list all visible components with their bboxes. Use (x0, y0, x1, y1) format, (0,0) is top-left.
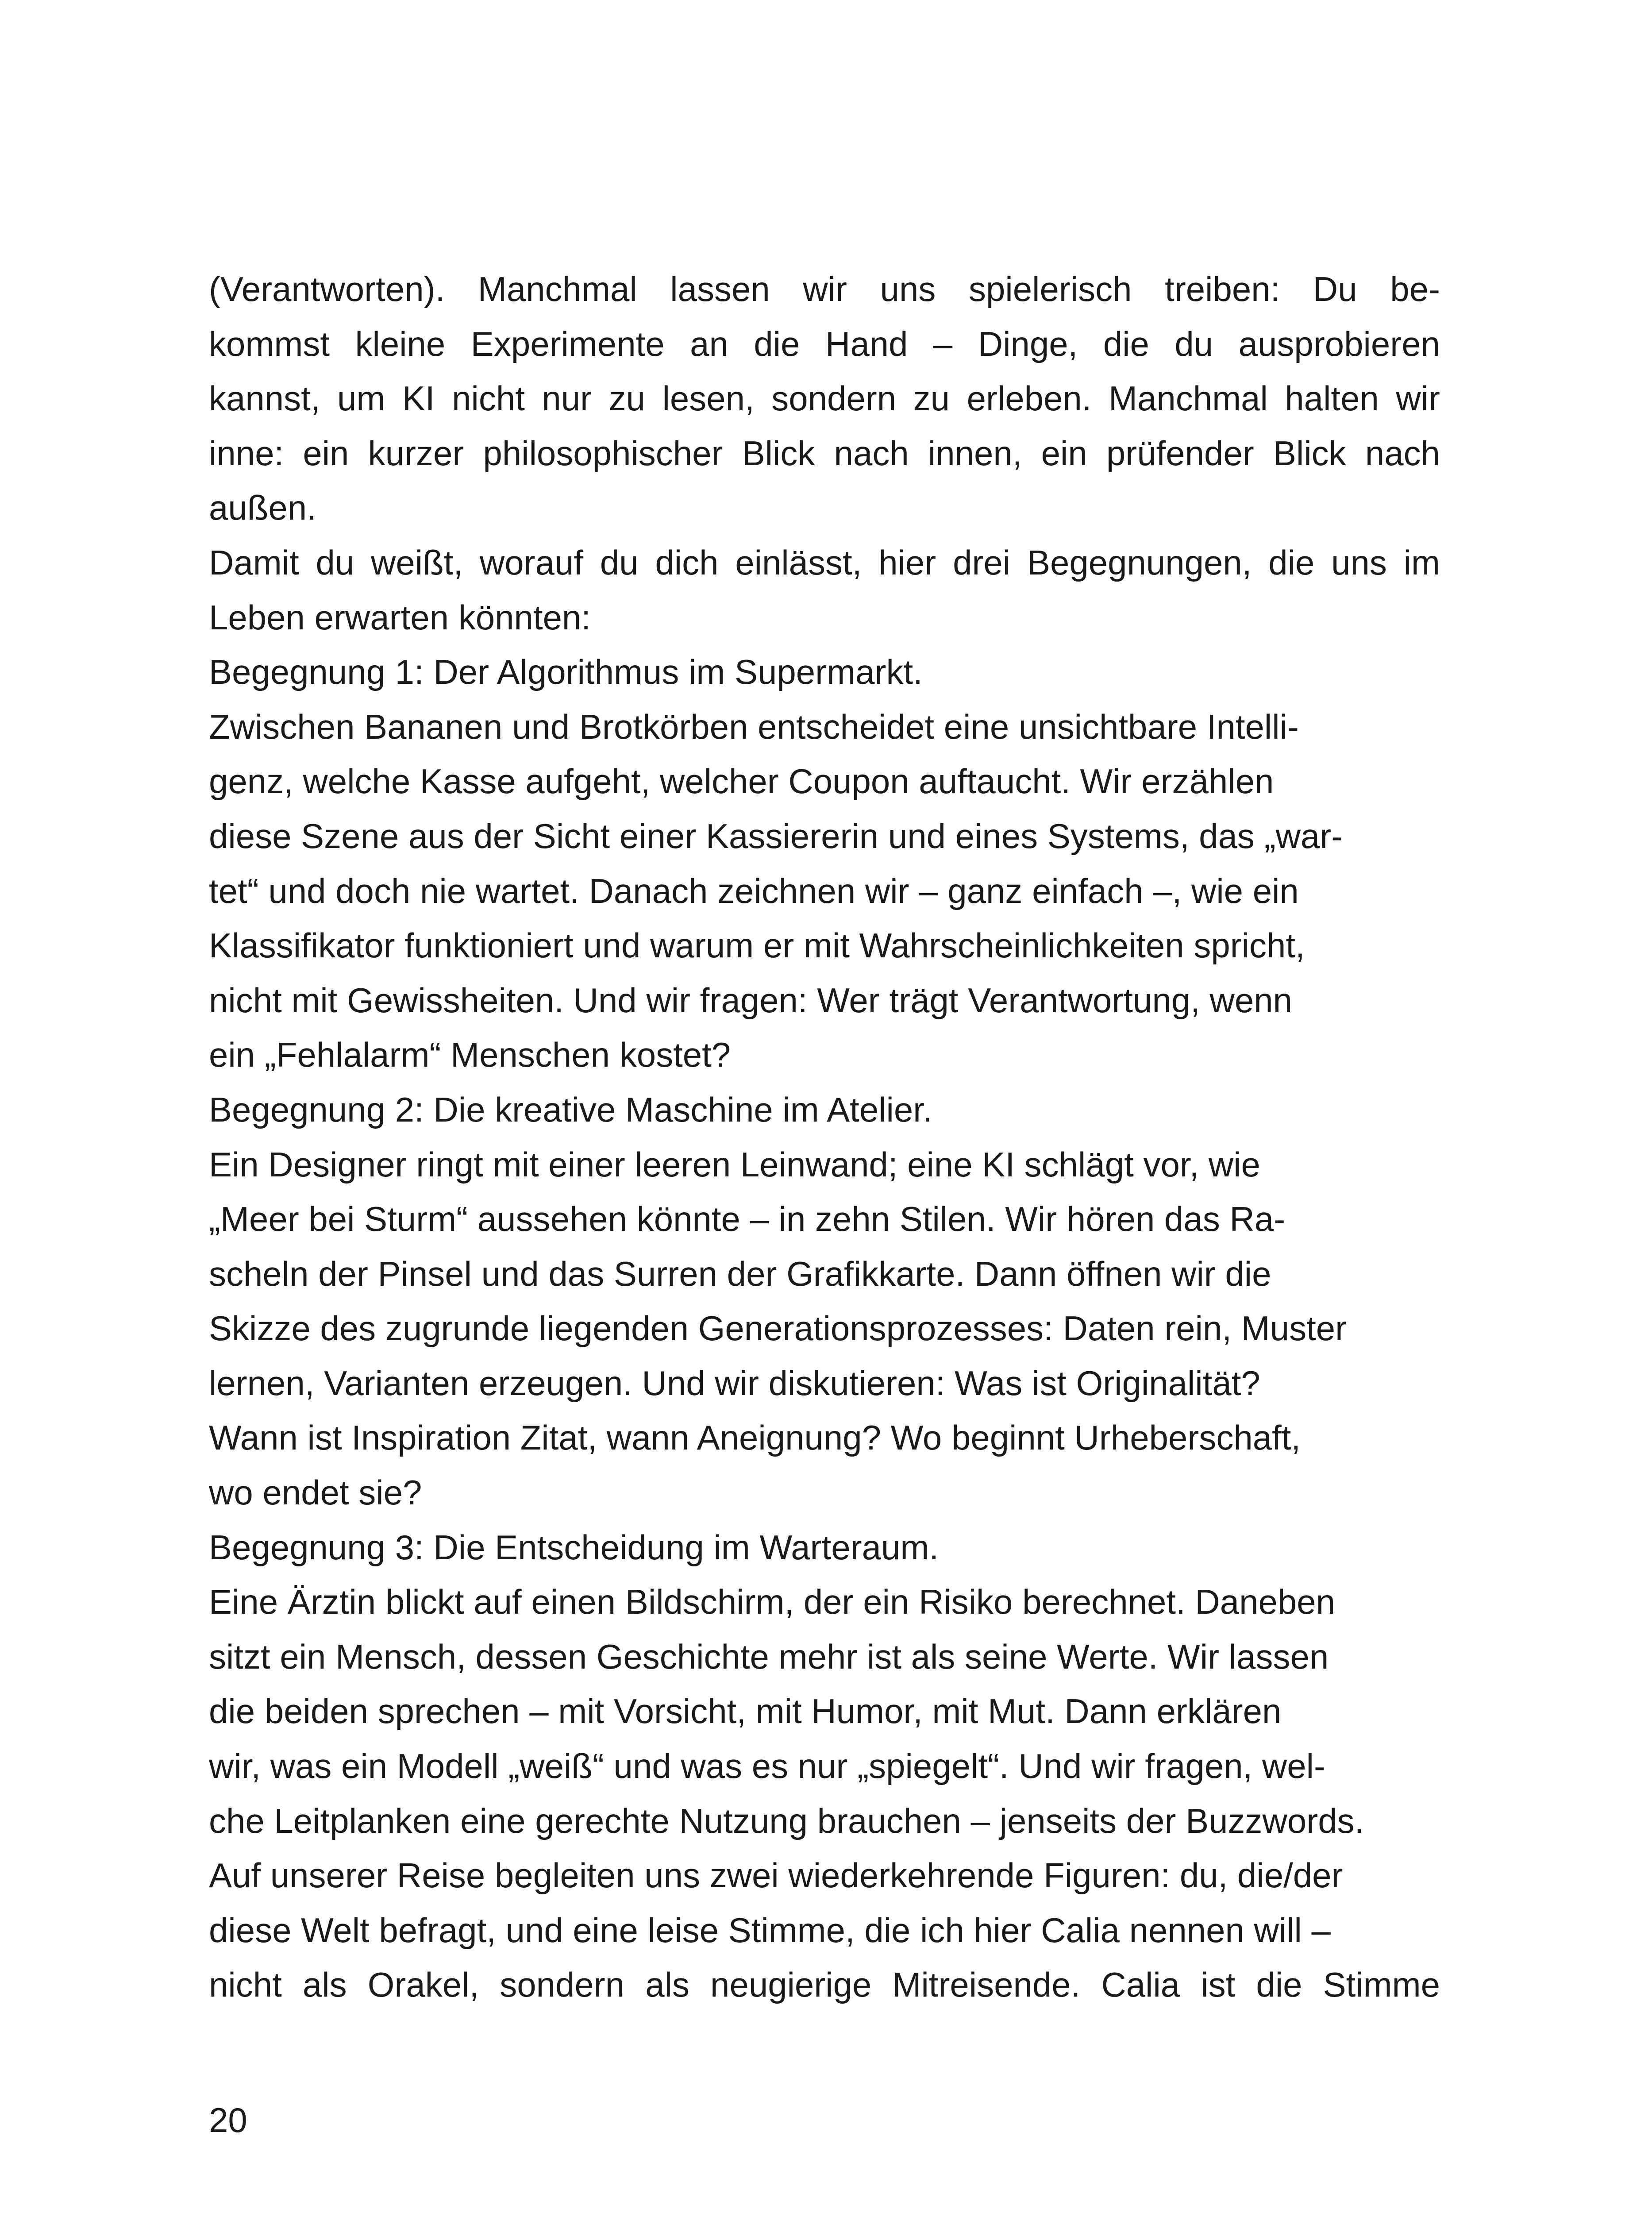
text-line: Damit du weißt, worauf du dich einlässt, hier drei Begegnungen, die uns im (209, 543, 1440, 582)
text-line: sitzt ein Mensch, dessen Geschichte mehr ist als seine Werte. Wir lassen (209, 1637, 1329, 1676)
section-heading: Begegnung 3: Die Entscheidung im Warteraum. (209, 1527, 939, 1567)
section-heading: Begegnung 2: Die kreative Maschine im Atelier. (209, 1090, 932, 1129)
text-line: „Meer bei Sturm“ aussehen könnte – in zehn Stilen. Wir hören das Ra- (209, 1199, 1286, 1239)
text-line: Zwischen Bananen und Brotkörben entscheidet eine unsichtbare Intelli- (209, 707, 1299, 746)
text-line: Auf unserer Reise begleiten uns zwei wiederkehrende Figuren: du, die/der (209, 1856, 1343, 1895)
text-line: die beiden sprechen – mit Vorsicht, mit Humor, mit Mut. Dann erklären (209, 1692, 1282, 1731)
text-line: nicht mit Gewissheiten. Und wir fragen: Wer trägt Verantwortung, wenn (209, 980, 1293, 1020)
text-line: wir, was ein Modell „weiß“ und was es nur „spiegelt“. Und wir fragen, wel- (209, 1746, 1325, 1786)
page-number: 20 (209, 2101, 247, 2140)
text-line: Leben erwarten könnten: (209, 598, 591, 637)
text-line: tet“ und doch nie wartet. Danach zeichnen wir – ganz einfach –, wie ein (209, 871, 1299, 910)
text-line: nicht als Orakel, sondern als neugierige Mitreisende. Calia ist die Stimme (209, 1965, 1440, 2005)
text-line: genz, welche Kasse aufgeht, welcher Coupon auftaucht. Wir erzählen (209, 762, 1274, 801)
text-line: che Leitplanken eine gerechte Nutzung brauchen – jenseits der Buzzwords. (209, 1801, 1364, 1840)
text-line: kommst kleine Experimente an die Hand – Dinge, die du ausprobieren (209, 324, 1440, 363)
text-line: kannst, um KI nicht nur zu lesen, sondern zu erleben. Manchmal halten wir (209, 379, 1440, 418)
text-line: (Verantworten). Manchmal lassen wir uns spielerisch treiben: Du be- (209, 270, 1440, 308)
body-text (209, 262, 1440, 2013)
text-line: diese Welt befragt, und eine leise Stimme, die ich hier Calia nennen will – (209, 1910, 1331, 1950)
text-line: Ein Designer ringt mit einer leeren Leinwand; eine KI schlägt vor, wie (209, 1145, 1260, 1184)
section-heading: Begegnung 1: Der Algorithmus im Supermarkt. (209, 652, 923, 692)
text-line: Eine Ärztin blickt auf einen Bildschirm, der ein Risiko berechnet. Daneben (209, 1582, 1335, 1622)
text-line: scheln der Pinsel und das Surren der Grafikkarte. Dann öffnen wir die (209, 1254, 1271, 1293)
text-line: Skizze des zugrunde liegenden Generationsprozesses: Daten rein, Muster (209, 1309, 1347, 1348)
text-line: inne: ein kurzer philosophischer Blick nach innen, ein prüfender Blick nach (209, 433, 1440, 473)
text-line: Klassifikator funktioniert und warum er mit Wahrscheinlichkeiten spricht, (209, 926, 1305, 965)
text-line: lernen, Varianten erzeugen. Und wir diskutieren: Was ist Originalität? (209, 1363, 1260, 1403)
text-line: wo endet sie? (209, 1473, 422, 1512)
text-line: außen. (209, 488, 316, 528)
text-line: ein „Fehlalarm“ Menschen kostet? (209, 1035, 731, 1075)
text-line: Wann ist Inspiration Zitat, wann Aneignung? Wo beginnt Urheberschaft, (209, 1418, 1301, 1457)
text-line: diese Szene aus der Sicht einer Kassiererin und eines Systems, das „war- (209, 816, 1343, 856)
